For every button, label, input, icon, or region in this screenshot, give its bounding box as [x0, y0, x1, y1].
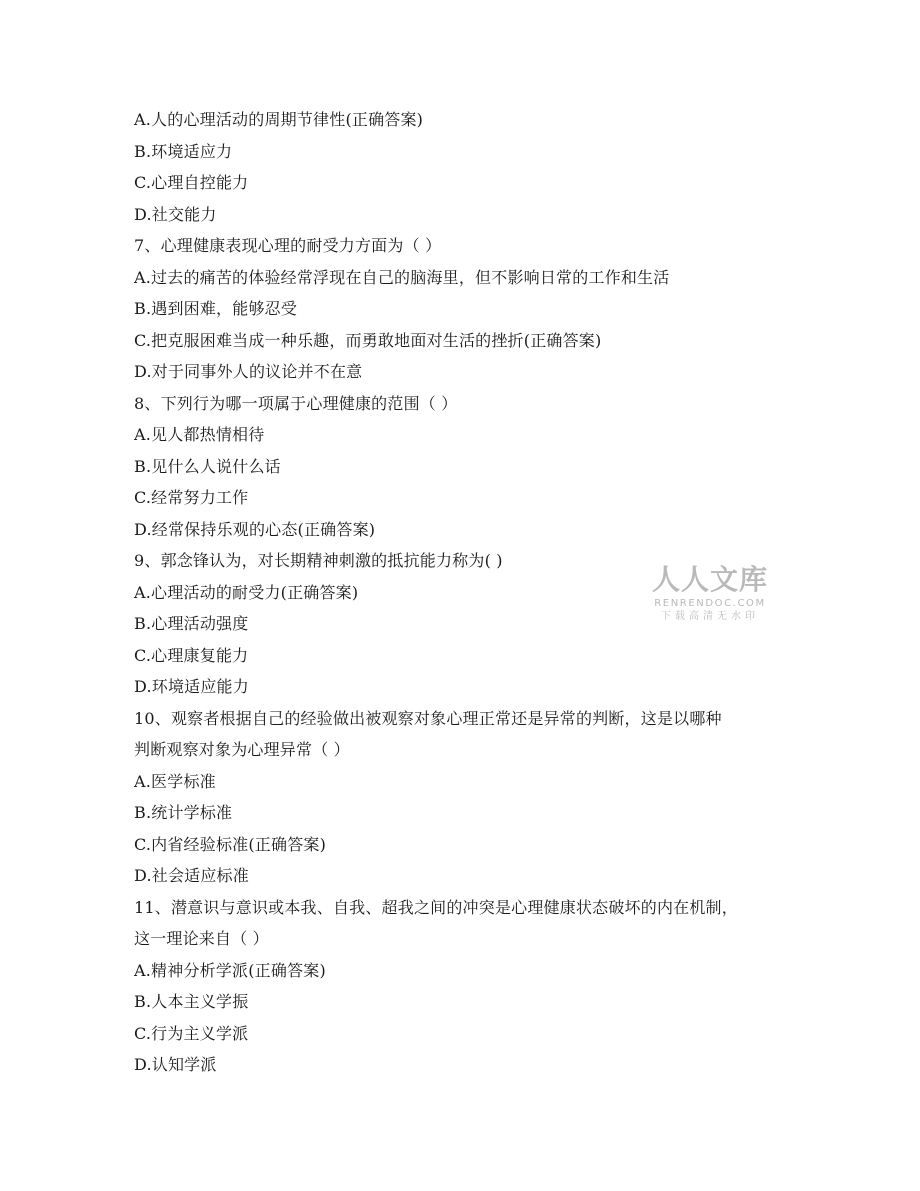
answer-option: C.经常努力工作 — [134, 488, 249, 507]
answer-option: C.心理自控能力 — [134, 173, 249, 192]
answer-option: A.心理活动的耐受力(正确答案) — [134, 582, 359, 602]
watermark-logo — [645, 563, 775, 624]
answer-option: D.环境适应能力 — [134, 677, 249, 696]
watermark-url: RENRENDOC.COM — [654, 598, 766, 609]
question-10: 10、观察者根据自己的经验做出被观察对象心理正常还是异常的判断，这是以哪种 — [134, 708, 722, 728]
answer-option: A.医学标准 — [134, 771, 216, 791]
answer-option: C.心理康复能力 — [134, 645, 249, 665]
answer-option: B.环境适应力 — [134, 141, 233, 161]
answer-option: A.过去的痛苦的体验经常浮现在自己的脑海里，但不影响日常的工作和生活 — [134, 267, 670, 287]
answer-option: C.行为主义学派 — [134, 1023, 249, 1043]
answer-option: A.精神分析学派(正确答案) — [134, 960, 326, 980]
answer-option: B.人本主义学振 — [134, 992, 249, 1011]
question-7: 7、心理健康表现心理的耐受力方面为（ ） — [134, 236, 442, 255]
answer-option: A.见人都热情相待 — [134, 425, 265, 444]
answer-option: B.心理活动强度 — [134, 614, 249, 633]
answer-option: D.社会适应标准 — [134, 866, 249, 885]
question-8: 8、下列行为哪一项属于心理健康的范围（ ） — [134, 393, 458, 413]
answer-option: B.统计学标准 — [134, 803, 233, 822]
question-9: 9、郭念锋认为，对长期精神刺激的抵抗能力称为( ) — [134, 551, 503, 570]
answer-option: C.把克服困难当成一种乐趣，而勇敢地面对生活的挫折(正确答案) — [134, 330, 602, 350]
question-11: 11、潜意识与意识或本我、自我、超我之间的冲突是心理健康状态破坏的内在机制， — [134, 897, 738, 917]
answer-option: D.社交能力 — [134, 204, 217, 224]
answer-option: D.经常保持乐观的心态(正确答案) — [134, 519, 376, 539]
answer-option: A.人的心理活动的周期节律性(正确答案) — [134, 110, 424, 129]
question-10-continued: 判断观察对象为心理异常（ ） — [134, 740, 350, 759]
question-11-continued: 这一理论来自（ ） — [134, 929, 269, 948]
answer-option: D.对于同事外人的议论并不在意 — [134, 362, 363, 381]
watermark-subtitle: 下载高清无水印 — [661, 611, 759, 622]
answer-option: C.内省经验标准(正确答案) — [134, 834, 327, 854]
answer-option: D.认知学派 — [134, 1055, 217, 1074]
watermark-title: 人人文库 — [651, 563, 768, 596]
answer-option: B.见什么人说什么话 — [134, 456, 281, 476]
answer-option: B.遇到困难，能够忍受 — [134, 299, 298, 318]
